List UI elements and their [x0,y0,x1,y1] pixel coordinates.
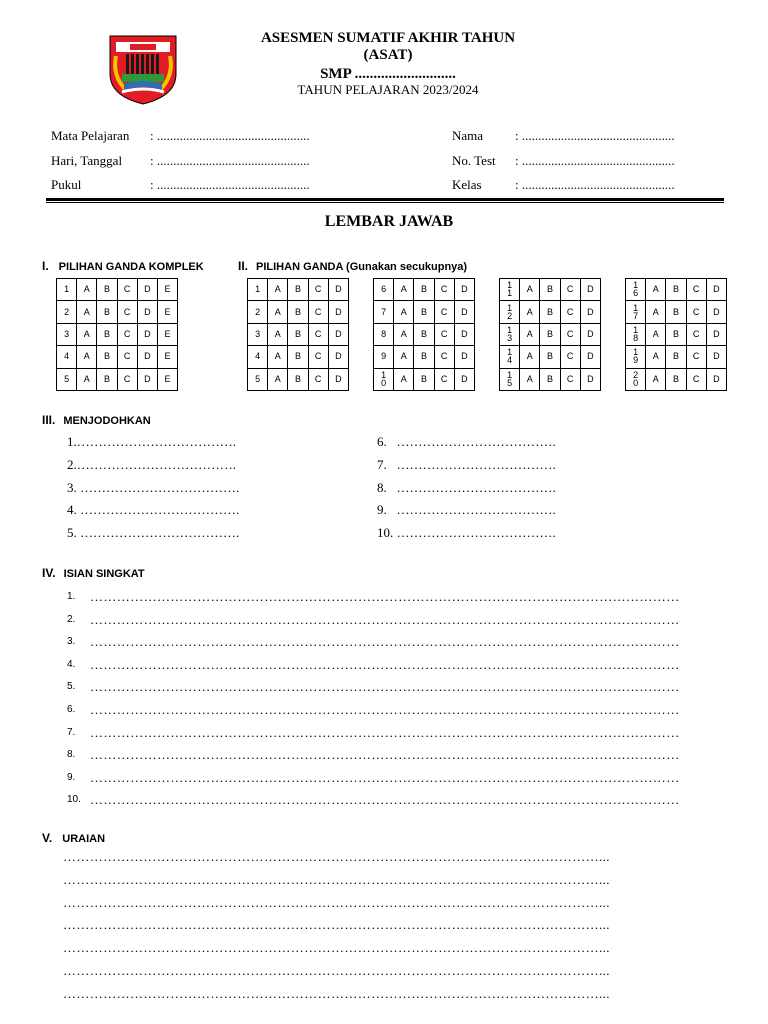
answer-option-c[interactable]: C [434,323,454,345]
answer-option-a[interactable]: A [646,346,666,368]
answer-option-b[interactable]: B [97,346,117,368]
isian-number: 4. [67,658,76,670]
answer-option-c[interactable]: C [117,346,137,368]
answer-option-a[interactable]: A [646,323,666,345]
isian-number: 5. [67,681,76,693]
answer-option-d[interactable]: D [580,301,600,323]
answer-option-a[interactable]: A [520,279,540,301]
match-answer-5[interactable]: 5. ………………………………. [67,525,240,540]
label-hari-tanggal: Hari, Tanggal [51,153,123,168]
question-number: 1 0 [374,368,394,390]
answer-option-c[interactable]: C [117,279,137,301]
answer-option-a[interactable]: A [394,368,414,390]
answer-option-b[interactable]: B [97,279,117,301]
isian-number: 1. [67,591,76,602]
isian-number: 10. [67,794,81,806]
answer-option-a[interactable]: A [77,368,97,390]
question-number: 1 5 [500,368,520,390]
match-answer-2[interactable]: 2.………………………………. [67,457,236,472]
section-1-heading [42,257,204,275]
answer-option-d[interactable]: D [706,346,726,368]
sheet-title: LEMBAR JAWAB [324,213,454,230]
question-number: 1 7 [626,301,646,323]
answer-option-a[interactable]: A [520,301,540,323]
label-pukul: Pukul [51,177,82,192]
question-number: 1 [248,279,268,301]
match-answer-10[interactable]: 10. ………………………………. [377,525,556,540]
answer-option-d[interactable]: D [706,323,726,345]
answer-option-e[interactable]: E [157,301,177,323]
answer-option-b[interactable]: B [414,323,434,345]
answer-option-b[interactable]: B [288,301,308,323]
uraian-answer-line[interactable]: …………………………………………………………………………………………………………... [63,894,610,910]
answer-option-d[interactable]: D [454,368,474,390]
header-divider-thin [46,202,724,203]
isian-answer-line[interactable]: …………………………………………………………………………………………………………………… [90,611,680,627]
answer-option-b[interactable]: B [414,301,434,323]
answer-option-d[interactable]: D [328,368,348,390]
match-answer-9[interactable]: 9. ………………………………. [377,502,556,517]
field-mata-pelajaran[interactable]: : ............................................... [150,128,310,143]
label-no-test: No. Test [452,153,496,168]
answer-option-d[interactable]: D [328,346,348,368]
header-school: SMP ........................... [320,66,456,82]
uraian-answer-line[interactable]: …………………………………………………………………………………………………………... [63,849,610,864]
question-number: 7 [374,301,394,323]
answer-option-c[interactable]: C [560,346,580,368]
isian-number: 3. [67,636,76,648]
answer-option-b[interactable]: B [540,301,560,323]
answer-option-c[interactable]: C [560,301,580,323]
isian-answer-line[interactable]: …………………………………………………………………………………………………………………… [90,656,680,672]
isian-number: 7. [67,726,76,738]
isian-number: 2. [67,613,76,625]
question-number: 1 9 [626,346,646,368]
section-1-title: PILIHAN GANDA KOMPLEK [58,261,204,273]
answer-option-b[interactable]: B [414,279,434,301]
answer-option-c[interactable]: C [117,301,137,323]
answer-option-d[interactable]: D [706,368,726,390]
answer-option-e[interactable]: E [157,346,177,368]
label-kelas: Kelas [452,177,482,192]
header-title: ASESMEN SUMATIF AKHIR TAHUN [260,30,516,46]
grid-ganda-3 [499,278,601,391]
answer-option-c[interactable]: C [686,323,706,345]
answer-option-c[interactable]: C [308,301,328,323]
answer-option-b[interactable]: B [666,346,686,368]
answer-option-b[interactable]: B [666,368,686,390]
answer-option-b[interactable]: B [288,323,308,345]
isian-answer-line[interactable]: …………………………………………………………………………………………………………………… [90,724,680,740]
isian-answer-line[interactable]: …………………………………………………………………………………………………………………… [90,634,680,650]
answer-option-c[interactable]: C [308,279,328,301]
answer-option-a[interactable]: A [268,346,288,368]
label-nama: Nama [452,128,484,143]
section-3-number: III. [42,413,56,427]
answer-option-d[interactable]: D [706,279,726,301]
answer-option-b[interactable]: B [540,346,560,368]
answer-option-b[interactable]: B [97,368,117,390]
isian-number: 9. [67,771,76,783]
grid-ganda-1 [247,278,349,391]
answer-option-c[interactable]: C [686,346,706,368]
isian-answer-line[interactable]: …………………………………………………………………………………………………………………… [90,792,680,808]
answer-option-b[interactable]: B [540,323,560,345]
question-number: 1 3 [500,323,520,345]
answer-option-c[interactable]: C [560,323,580,345]
question-number: 1 6 [626,279,646,301]
answer-option-d[interactable]: D [137,323,157,345]
answer-option-d[interactable]: D [580,279,600,301]
question-number: 4 [248,346,268,368]
answer-option-a[interactable]: A [77,346,97,368]
uraian-answer-line[interactable]: …………………………………………………………………………………………………………... [63,871,610,887]
uraian-answer-line[interactable]: …………………………………………………………………………………………………………... [63,985,610,1001]
question-number: 3 [57,323,77,345]
answer-option-d[interactable]: D [580,346,600,368]
question-number: 5 [248,368,268,390]
isian-answer-line[interactable]: …………………………………………………………………………………………………………………… [90,747,680,763]
section-4-heading [42,564,145,582]
answer-option-a[interactable]: A [268,323,288,345]
grid-ganda-2 [373,278,475,391]
section-4-title: ISIAN SINGKAT [63,568,145,580]
answer-option-c[interactable]: C [434,301,454,323]
isian-answer-line[interactable]: …………………………………………………………………………………………………………………… [90,589,680,604]
answer-option-a[interactable]: A [394,301,414,323]
answer-option-a[interactable]: A [520,368,540,390]
answer-option-d[interactable]: D [328,279,348,301]
answer-option-c[interactable]: C [308,346,328,368]
answer-option-a[interactable]: A [646,301,666,323]
answer-option-a[interactable]: A [268,368,288,390]
answer-option-b[interactable]: B [540,279,560,301]
question-number: 1 8 [626,323,646,345]
answer-option-b[interactable]: B [288,368,308,390]
field-kelas[interactable]: : ............................................... [515,177,675,192]
section-5-title: URAIAN [62,833,106,845]
grid-ganda-4 [625,278,727,391]
answer-option-a[interactable]: A [394,346,414,368]
section-2-title: PILIHAN GANDA (Gunakan secukupnya) [256,261,468,273]
answer-option-a[interactable]: A [77,279,97,301]
section-5-heading [42,829,105,847]
answer-option-d[interactable]: D [137,346,157,368]
isian-answer-line[interactable]: …………………………………………………………………………………………………………………… [90,679,680,695]
answer-option-b[interactable]: B [414,368,434,390]
answer-option-a[interactable]: A [77,323,97,345]
answer-option-d[interactable]: D [454,346,474,368]
question-number: 1 [57,279,77,301]
answer-option-d[interactable]: D [454,279,474,301]
question-number: 1 4 [500,346,520,368]
match-answer-8[interactable]: 8. ………………………………. [377,480,556,495]
answer-option-a[interactable]: A [268,279,288,301]
field-hari-tanggal[interactable]: : ............................................... [150,153,310,168]
answer-option-a[interactable]: A [268,301,288,323]
isian-answer-line[interactable]: …………………………………………………………………………………………………………………… [90,702,680,717]
answer-option-d[interactable]: D [328,301,348,323]
uraian-answer-line[interactable]: …………………………………………………………………………………………………………... [63,917,610,933]
answer-option-b[interactable]: B [97,301,117,323]
answer-option-c[interactable]: C [686,301,706,323]
answer-option-d[interactable]: D [137,279,157,301]
question-number: 3 [248,323,268,345]
answer-option-e[interactable]: E [157,323,177,345]
answer-option-c[interactable]: C [686,279,706,301]
isian-number: 6. [67,704,76,715]
field-nama[interactable]: : ............................................... [515,128,675,143]
question-number: 2 0 [626,368,646,390]
answer-option-b[interactable]: B [540,368,560,390]
section-3-title: MENJODOHKAN [63,415,151,427]
section-1-number: I. [42,259,49,273]
match-answer-4[interactable]: 4. ………………………………. [67,502,240,517]
answer-option-a[interactable]: A [520,323,540,345]
question-number: 5 [57,368,77,390]
answer-option-d[interactable]: D [328,323,348,345]
header-subtitle: (ASAT) [363,47,413,63]
answer-option-a[interactable]: A [646,368,666,390]
answer-option-a[interactable]: A [520,346,540,368]
header-academic-year: TAHUN PELAJARAN 2023/2024 [297,82,479,97]
answer-option-d[interactable]: D [706,301,726,323]
question-number: 9 [374,346,394,368]
isian-number: 8. [67,749,76,761]
answer-option-b[interactable]: B [414,346,434,368]
match-answer-3[interactable]: 3. ………………………………. [67,480,240,495]
answer-option-c[interactable]: C [308,368,328,390]
answer-option-e[interactable]: E [157,279,177,301]
label-mata-pelajaran: Mata Pelajaran [51,128,130,143]
match-answer-1[interactable]: 1.………………………………. [67,434,236,449]
answer-option-d[interactable]: D [580,368,600,390]
match-answer-6[interactable]: 6. ………………………………. [377,434,556,449]
answer-option-c[interactable]: C [560,368,580,390]
answer-option-c[interactable]: C [686,368,706,390]
question-number: 2 [57,301,77,323]
answer-option-c[interactable]: C [560,279,580,301]
answer-option-d[interactable]: D [137,368,157,390]
section-2-number: II. [238,259,249,273]
answer-option-c[interactable]: C [117,368,137,390]
question-number: 2 [248,301,268,323]
field-no-test[interactable]: : ............................................... [515,153,675,168]
answer-option-d[interactable]: D [580,323,600,345]
uraian-answer-line[interactable]: …………………………………………………………………………………………………………... [63,940,610,956]
isian-answer-line[interactable]: …………………………………………………………………………………………………………………… [90,769,680,785]
answer-option-c[interactable]: C [434,279,454,301]
answer-option-a[interactable]: A [394,323,414,345]
answer-option-a[interactable]: A [394,279,414,301]
answer-option-e[interactable]: E [157,368,177,390]
uraian-answer-line[interactable]: …………………………………………………………………………………………………………... [63,963,610,978]
question-number: 6 [374,279,394,301]
section-3-heading [42,411,151,429]
field-pukul[interactable]: : ............................................... [150,177,310,192]
answer-option-c[interactable]: C [308,323,328,345]
answer-option-d[interactable]: D [137,301,157,323]
answer-option-b[interactable]: B [666,323,686,345]
answer-option-a[interactable]: A [77,301,97,323]
section-2-heading [238,257,467,275]
section-4-number: IV. [42,566,56,580]
answer-option-b[interactable]: B [666,279,686,301]
answer-option-b[interactable]: B [666,301,686,323]
question-number: 4 [57,346,77,368]
answer-option-c[interactable]: C [434,368,454,390]
answer-option-c[interactable]: C [434,346,454,368]
answer-option-b[interactable]: B [288,279,308,301]
answer-option-d[interactable]: D [454,301,474,323]
answer-option-c[interactable]: C [117,323,137,345]
section-5-number: V. [42,831,53,845]
question-number: 1 2 [500,301,520,323]
header-divider-thick [46,198,724,201]
match-answer-7[interactable]: 7. ………………………………. [377,457,556,472]
answer-option-b[interactable]: B [97,323,117,345]
question-number: 8 [374,323,394,345]
answer-option-d[interactable]: D [454,323,474,345]
grid-kompleks [56,278,178,391]
question-number: 1 1 [500,279,520,301]
answer-option-a[interactable]: A [646,279,666,301]
answer-option-b[interactable]: B [288,346,308,368]
